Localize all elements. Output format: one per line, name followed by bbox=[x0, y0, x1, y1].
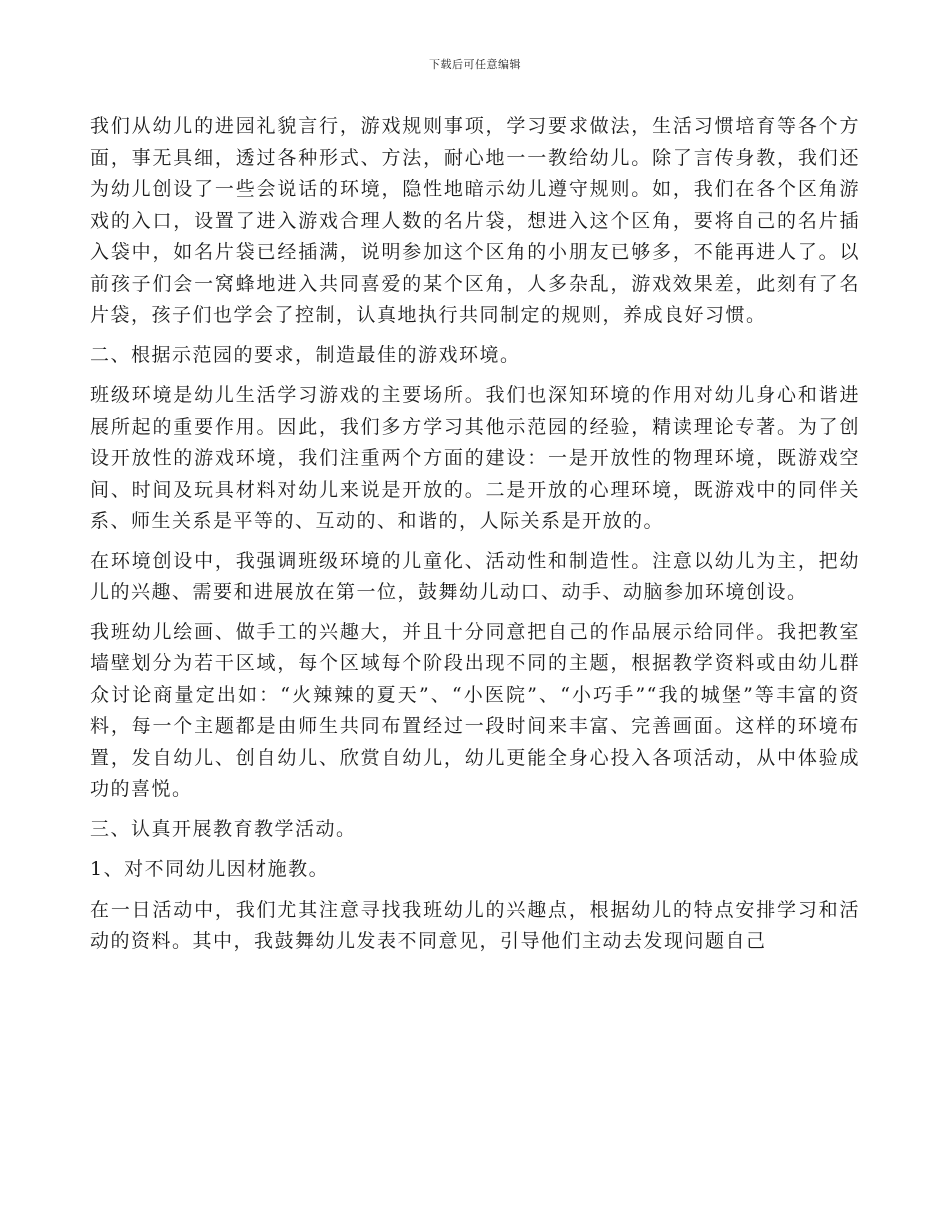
section-heading-3: 三、认真开展教育教学活动。 bbox=[90, 817, 357, 840]
section-heading-2: 二、根据示范园的要求，制造最佳的游戏环境。 bbox=[90, 343, 521, 366]
paragraph-environment-creation: 在环境创设中，我强调班级环境的儿童化、活动性和制造性。注意以幼儿为主，把幼儿的兴趣、需要和进展放在第一位，鼓舞幼儿动口、动手、动脑参加环境创设。 bbox=[90, 549, 860, 603]
document-body bbox=[90, 111, 860, 966]
paragraph-daily-activities: 在一日活动中，我们尤其注意寻找我班幼儿的兴趣点，根据幼儿的特点安排学习和活动的资料。其中，我鼓舞幼儿发表不同意见，引导他们主动去发现问题自己 bbox=[90, 898, 860, 952]
paragraph-wall-display: 我班幼儿绘画、做手工的兴趣大，并且十分同意把自己的作品展示给同伴。我把教室墙壁划分为若干区域，每个区域每个阶段出现不同的主题，根据教学资料或由幼儿群众讨论商量定出如：“火辣辣的夏天”、“小医院”、“小巧手”“我的城堡”等丰富的资料，每一个主题都是由师生共同布置经过一段时间来丰富、完善画面。这样的环境布置，发自幼儿、创自幼儿、欣赏自幼儿，幼儿更能全身心投入各项活动，从中体验成功的喜悦。 bbox=[90, 620, 860, 800]
page-header: 下载后可任意编辑 bbox=[429, 58, 521, 71]
subsection-heading-1: 1、对不同幼儿因材施教。 bbox=[90, 858, 330, 880]
paragraph-class-environment: 班级环境是幼儿生活学习游戏的主要场所。我们也深知环境的作用对幼儿身心和谐进展所起的重要作用。因此，我们多方学习其他示范园的经验，精读理论专著。为了创设开放性的游戏环境，我们注重两个方面的建设：一是开放性的物理环境，既游戏空间、时间及玩具材料对幼儿来说是开放的。二是开放的心理环境，既游戏中的同伴关系、师生关系是平等的、互动的、和谐的，人际关系是开放的。 bbox=[90, 384, 860, 532]
paragraph-rules-environment: 我们从幼儿的进园礼貌言行，游戏规则事项，学习要求做法，生活习惯培育等各个方面，事无具细，透过各种形式、方法，耐心地一一教给幼儿。除了言传身教，我们还为幼儿创设了一些会说话的环境，隐性地暗示幼儿遵守规则。如，我们在各个区角游戏的入口，设置了进入游戏合理人数的名片袋，想进入这个区角，要将自己的名片插入袋中，如名片袋已经插满，说明参加这个区角的小朋友已够多，不能再进人了。以前孩子们会一窝蜂地进入共同喜爱的某个区角，人多杂乱，游戏效果差，此刻有了名片袋，孩子们也学会了控制，认真地执行共同制定的规则，养成良好习惯。 bbox=[90, 115, 860, 326]
